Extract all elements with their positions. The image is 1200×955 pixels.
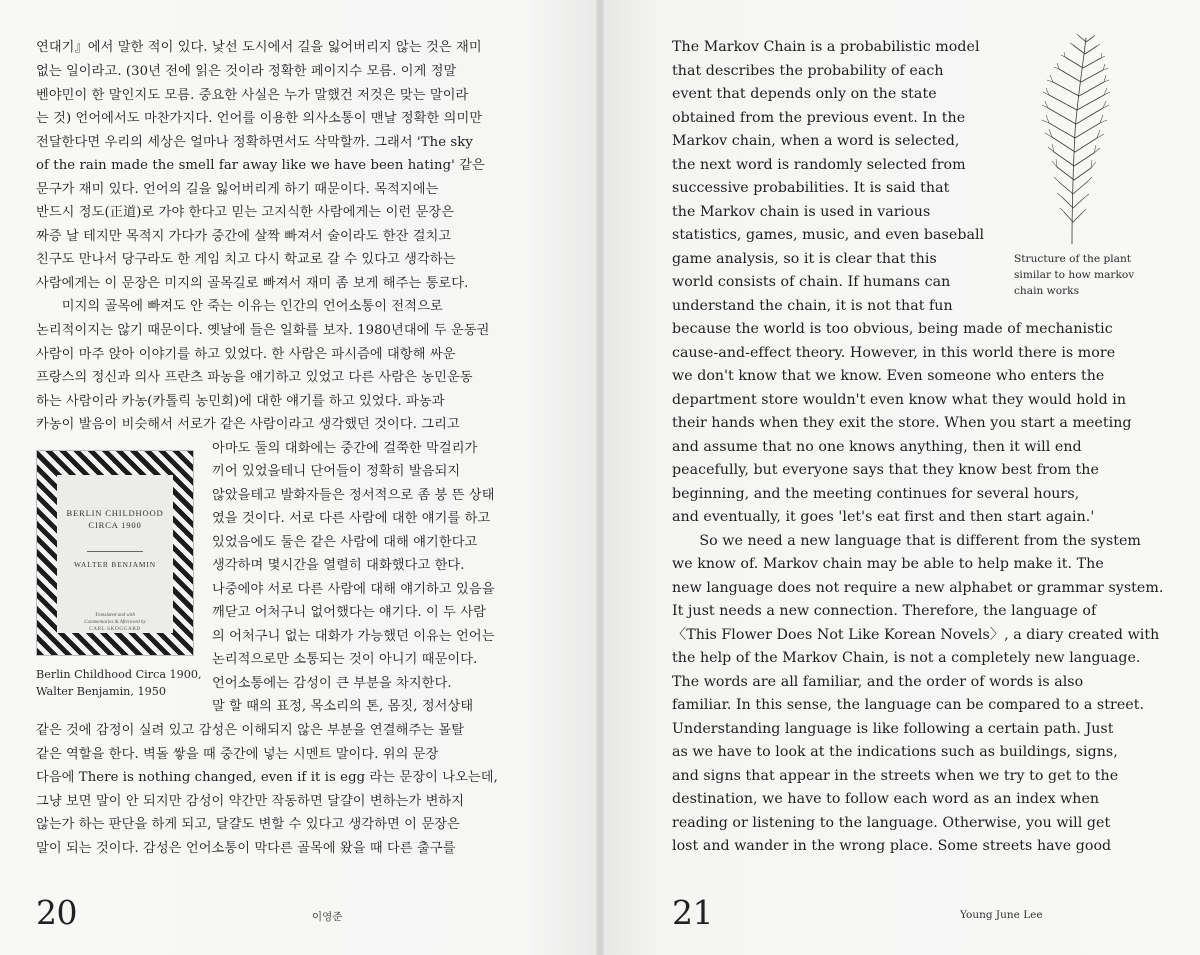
body-line: beginning, and the meeting continues for several hours, — [672, 486, 1080, 502]
body-line: understand the chain, it is not that fun — [672, 298, 953, 314]
book-cover-translator: CARL SKOGGARD — [89, 626, 141, 633]
body-line: 짜증 날 테지만 목적지 가다가 중간에 살짝 빠져서 술이라도 한잔 걸치고 — [36, 229, 452, 244]
body-line: 〈This Flower Does Not Like Korean Novels〉, a diary created with — [672, 627, 1160, 643]
body-line: obtained from the previous event. In the — [672, 110, 966, 126]
body-line: 같은 역할을 한다. 벽돌 쌓을 때 중간에 넣는 시멘트 말이다. 위의 문장 — [36, 747, 439, 762]
body-line: successive probabilities. It is said that — [672, 180, 950, 196]
book-cover-credit: Translated and with Commentaries & Afterword by — [84, 613, 146, 625]
body-line: world consists of chain. If humans can — [672, 274, 951, 290]
body-line: their hands when they exit the store. When you start a meeting — [672, 415, 1132, 431]
plant-caption: chain works — [1014, 285, 1080, 297]
body-line: we don't know that we know. Even someone who enters the — [672, 368, 1105, 384]
body-line: 같은 것에 감정이 실려 있고 감성은 이해되지 않은 부분을 연결해주는 몰탈 — [36, 723, 465, 738]
body-line: destination, we have to follow each word as an index when — [672, 791, 1100, 807]
body-line: 하는 사람이라 카농(카톨릭 농민회)에 대한 얘기를 하고 있었다. 파농과 — [36, 394, 445, 409]
page-number-left: 20 — [36, 893, 77, 932]
body-line: 그냥 보면 말이 안 되지만 감성이 약간만 작동하면 달걀이 변하는가 변하지 — [36, 794, 465, 809]
body-line: cause-and-effect theory. However, in this world there is more — [672, 345, 1116, 361]
body-line: 나중에야 서로 다른 사람에 대해 얘기하고 있음을 — [212, 582, 495, 597]
body-line: 말 할 때의 표정, 목소리의 톤, 몸짓, 정서상태 — [212, 699, 474, 714]
body-line: 논리적이지는 않기 때문이다. 옛날에 들은 일화를 보자. 1980년대에 두 운동권 — [36, 323, 490, 338]
body-line: that describes the probability of each — [672, 63, 944, 79]
body-line: The Markov Chain is a probabilistic model — [672, 39, 980, 55]
body-line: The words are all familiar, and the order of words is also — [672, 674, 1084, 690]
body-line: 전달한다면 우리의 세상은 얼마나 정확하면서도 삭막할까. 그래서 'The sky — [36, 135, 473, 150]
page-number-right: 21 — [672, 893, 713, 932]
running-footer-author-right: Young June Lee — [960, 909, 1043, 921]
body-line: 생각하며 몇시간을 열렬히 대화했다고 한다. — [212, 558, 465, 573]
body-line: 없는 일이라고. (30년 전에 읽은 것이라 정확한 페이지수 모름. 이게 정말 — [36, 64, 457, 79]
book-cover-author: WALTER BENJAMIN — [74, 560, 156, 569]
body-line: 였을 것이다. 서로 다른 사람에 대한 얘기를 하고 — [212, 511, 491, 526]
body-line: It just needs a new connection. Therefore, the language of — [672, 603, 1097, 619]
body-line: 친구도 만나서 당구라도 한 게임 치고 다시 학교로 갈 수 있다고 생각하는 — [36, 252, 456, 267]
body-line: the next word is randomly selected from — [672, 157, 966, 173]
body-line: 말이 되는 것이다. 감성은 언어소통이 막다른 골목에 왔을 때 다른 출구를 — [36, 841, 456, 856]
body-line: 끼어 있었을테니 단어들이 정확히 발음되지 — [212, 464, 461, 479]
body-line: lost and wander in the wrong place. Some streets have good — [672, 838, 1112, 854]
running-footer-author-left: 이영준 — [312, 911, 343, 923]
body-line: 반드시 정도(正道)로 가야 한다고 믿는 고지식한 사람에게는 이런 문장은 — [36, 205, 455, 220]
plant-illustration — [1032, 32, 1118, 246]
body-line: 는 것) 언어에서도 마찬가지다. 언어를 이용한 의사소통이 맨날 정확한 의미만 — [36, 111, 483, 126]
body-line: So we need a new language that is different from the system — [672, 533, 1141, 549]
body-line: reading or listening to the language. Otherwise, you will get — [672, 815, 1111, 831]
figure-caption: Berlin Childhood Circa 1900, — [36, 668, 202, 681]
body-line: 아마도 둘의 대화에는 중간에 걸쭉한 막걸리가 — [212, 441, 478, 456]
body-line: 않는가 하는 판단을 하게 되고, 달걀도 변할 수 있다고 생각하면 이 문장은 — [36, 817, 460, 832]
body-line: 다음에 There is nothing changed, even if it is egg 라는 문장이 나오는데, — [36, 770, 498, 785]
body-line: 의 어처구니 없는 대화가 가능했던 이유는 언어는 — [212, 629, 495, 644]
body-line: 프랑스의 정신과 의사 프란츠 파농을 얘기하고 있었고 다른 사람은 농민운동 — [36, 370, 473, 385]
body-line: 사람이 마주 앉아 이야기를 하고 있었다. 한 사람은 파시즘에 대항해 싸운 — [36, 347, 456, 362]
body-line: 사람에게는 이 문장은 미지의 골목길로 빠져서 재미 좀 보게 해주는 통로다. — [36, 276, 469, 291]
body-line: 연대기』에서 말한 적이 있다. 낯선 도시에서 길을 잃어버리지 않는 것은 재미 — [36, 40, 482, 55]
body-line: 않았을테고 발화자들은 정서적으로 좀 붕 뜬 상태 — [212, 488, 495, 503]
book-cover-title: BERLIN CHILDHOOD CIRCA 1900 — [66, 508, 164, 530]
body-line: we know of. Markov chain may be able to help make it. The — [672, 556, 1104, 572]
body-line: Understanding language is like following a certain path. Just — [672, 721, 1114, 737]
body-line: event that depends only on the state — [672, 86, 937, 102]
body-line: the Markov chain is used in various — [672, 204, 931, 220]
body-line: peacefully, but everyone says that they know best from the — [672, 462, 1099, 478]
plant-caption: Structure of the plant — [1014, 253, 1132, 265]
body-line: as we have to look at the indications such as buildings, signs, — [672, 744, 1118, 760]
body-line: 깨닫고 어처구니 없어했다는 얘기다. 이 두 사람 — [212, 605, 486, 620]
body-line: familiar. In this sense, the language can be compared to a street. — [672, 697, 1145, 713]
body-line: because the world is too obvious, being made of mechanistic — [672, 321, 1113, 337]
body-line: game analysis, so it is clear that this — [672, 251, 937, 267]
body-line: 미지의 골목에 빠져도 안 죽는 이유는 인간의 언어소통이 전적으로 — [36, 299, 443, 314]
figure-caption: Walter Benjamin, 1950 — [36, 685, 166, 698]
body-line: of the rain made the smell far away like we have been hating' 같은 — [36, 158, 485, 173]
body-line: 논리적으로만 소통되는 것이 아니기 때문이다. — [212, 652, 478, 667]
body-line: department store wouldn't even know what they would hold in — [672, 392, 1127, 408]
plant-caption: similar to how markov — [1014, 269, 1135, 281]
body-line: new language does not require a new alphabet or grammar system. — [672, 580, 1164, 596]
body-line: 벤야민이 한 말인지도 모름. 중요한 사실은 누가 말했건 저것은 맞는 말이라 — [36, 88, 469, 103]
body-line: 문구가 재미 있다. 언어의 길을 잃어버리게 하기 때문이다. 목적지에는 — [36, 182, 439, 197]
body-line: 카농이 발음이 비슷해서 서로가 같은 사람이라고 생각했던 것이다. 그리고 — [36, 417, 460, 432]
body-line: and assume that no one knows anything, then it will end — [672, 439, 1082, 455]
body-line: Markov chain, when a word is selected, — [672, 133, 960, 149]
body-line: and eventually, it goes 'let's eat first and then start again.' — [672, 509, 1095, 525]
body-line: the help of the Markov Chain, is not a completely new language. — [672, 650, 1141, 666]
body-line: 언어소통에는 감성이 큰 부분을 차지한다. — [212, 676, 452, 691]
body-line: 있었음에도 둘은 같은 사람에 대해 얘기한다고 — [212, 535, 478, 550]
body-line: and signs that appear in the streets when we try to get to the — [672, 768, 1119, 784]
body-line: statistics, games, music, and even baseball — [672, 227, 985, 243]
